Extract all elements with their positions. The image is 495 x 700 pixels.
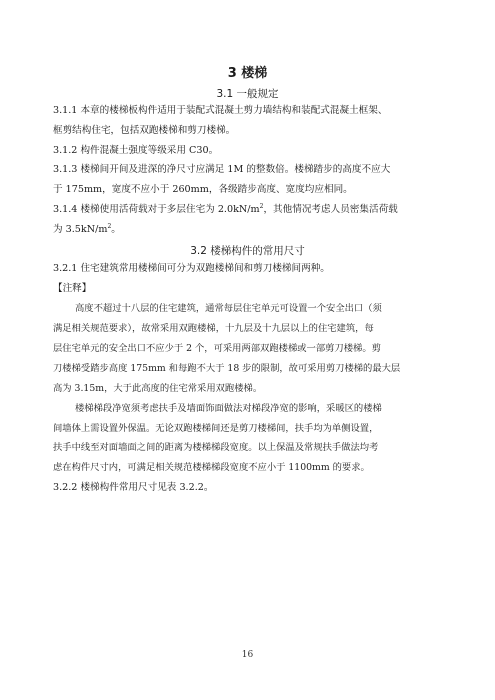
note-2-line-1: 楼梯梯段净宽须考虑扶手及墙面饰面做法对梯段净宽的影响，采暖区的楼梯 (75, 403, 382, 414)
note-label: 【注释】 (53, 283, 92, 294)
clause-3-2-2: 3.2.2 楼梯构件常用尺寸见表 3.2.2。 (53, 482, 214, 493)
clause-3-1-1-line-1: 3.1.1 本章的楼梯板构件适用于装配式混凝土剪力墙结构和装配式混凝土框架、 (53, 105, 388, 116)
clause-3-1-3-line-2: 于 175mm，宽度不应小于 260mm，各级踏步高度、宽度均应相同。 (53, 184, 353, 195)
clause-3-1-4-line-1 (53, 203, 445, 216)
clause-3-1-1-line-2: 框剪结构住宅，包括双跑楼梯和剪刀楼梯。 (53, 125, 236, 136)
page-number: 16 (241, 650, 254, 660)
note-1-line-5: 高为 3.15m，大于此高度的住宅常采用双跑楼梯。 (53, 383, 263, 394)
section-title-dimensions: 3.2 楼梯构件的常用尺寸 (190, 245, 305, 257)
clause-3-1-4-text-b: ，其他情况考虑人员密集活荷载 (263, 204, 398, 215)
clause-3-2-1: 3.2.1 住宅建筑常用楼梯间可分为双跑楼梯间和剪刀楼梯间两种。 (53, 263, 330, 274)
clause-3-1-4-text-a: 3.1.4 楼梯使用活荷载对于多层住宅为 2.0kN/m (53, 204, 260, 215)
note-1-line-4: 刀楼梯受踏步高度 175mm 和每跑不大于 18 步的限制，故可采用剪刀楼梯的最大层 (53, 363, 401, 374)
note-2-line-2: 间墙体上需设置外保温。无论双跑楼梯间还是剪刀楼梯间，扶手均为单侧设置， (53, 423, 379, 434)
section-title-general: 3.1 一般规定 (216, 88, 279, 100)
clause-3-1-4-text-c: 为 3.5kN/m (53, 224, 108, 235)
clause-3-1-2: 3.1.2 构件混凝土强度等级采用 C30。 (53, 145, 219, 156)
note-1-line-2: 满足相关规范要求），故常采用双跑楼梯，十九层及十九层以上的住宅建筑，每 (53, 323, 374, 334)
unit-superscript: 2 (107, 222, 112, 230)
note-2-line-4: 虑在构件尺寸内，可满足相关规范楼梯梯段宽度不应小于 1100mm 的要求。 (53, 462, 370, 473)
note-1-line-1: 高度不超过十八层的住宅建筑，通常每层住宅单元可设置一个安全出口（须 (75, 303, 382, 314)
clause-3-1-4-line-2 (53, 223, 445, 236)
note-1-line-3: 层住宅单元的安全出口不应少于 2 个，可采用两部双跑楼梯或一部剪刀楼梯。剪 (53, 343, 381, 354)
note-2-line-3: 扶手中线至对面墙面之间的距离为楼梯梯段宽度。以上保温及常规扶手做法均考 (53, 442, 379, 453)
chapter-title: 3 楼梯 (227, 66, 268, 81)
clause-3-1-4-text-d: 。 (111, 224, 121, 235)
unit-superscript: 2 (259, 202, 264, 210)
clause-3-1-3-line-1: 3.1.3 楼梯间开间及进深的净尺寸应满足 1M 的整数倍。楼梯踏步的高度不应大 (53, 164, 391, 175)
